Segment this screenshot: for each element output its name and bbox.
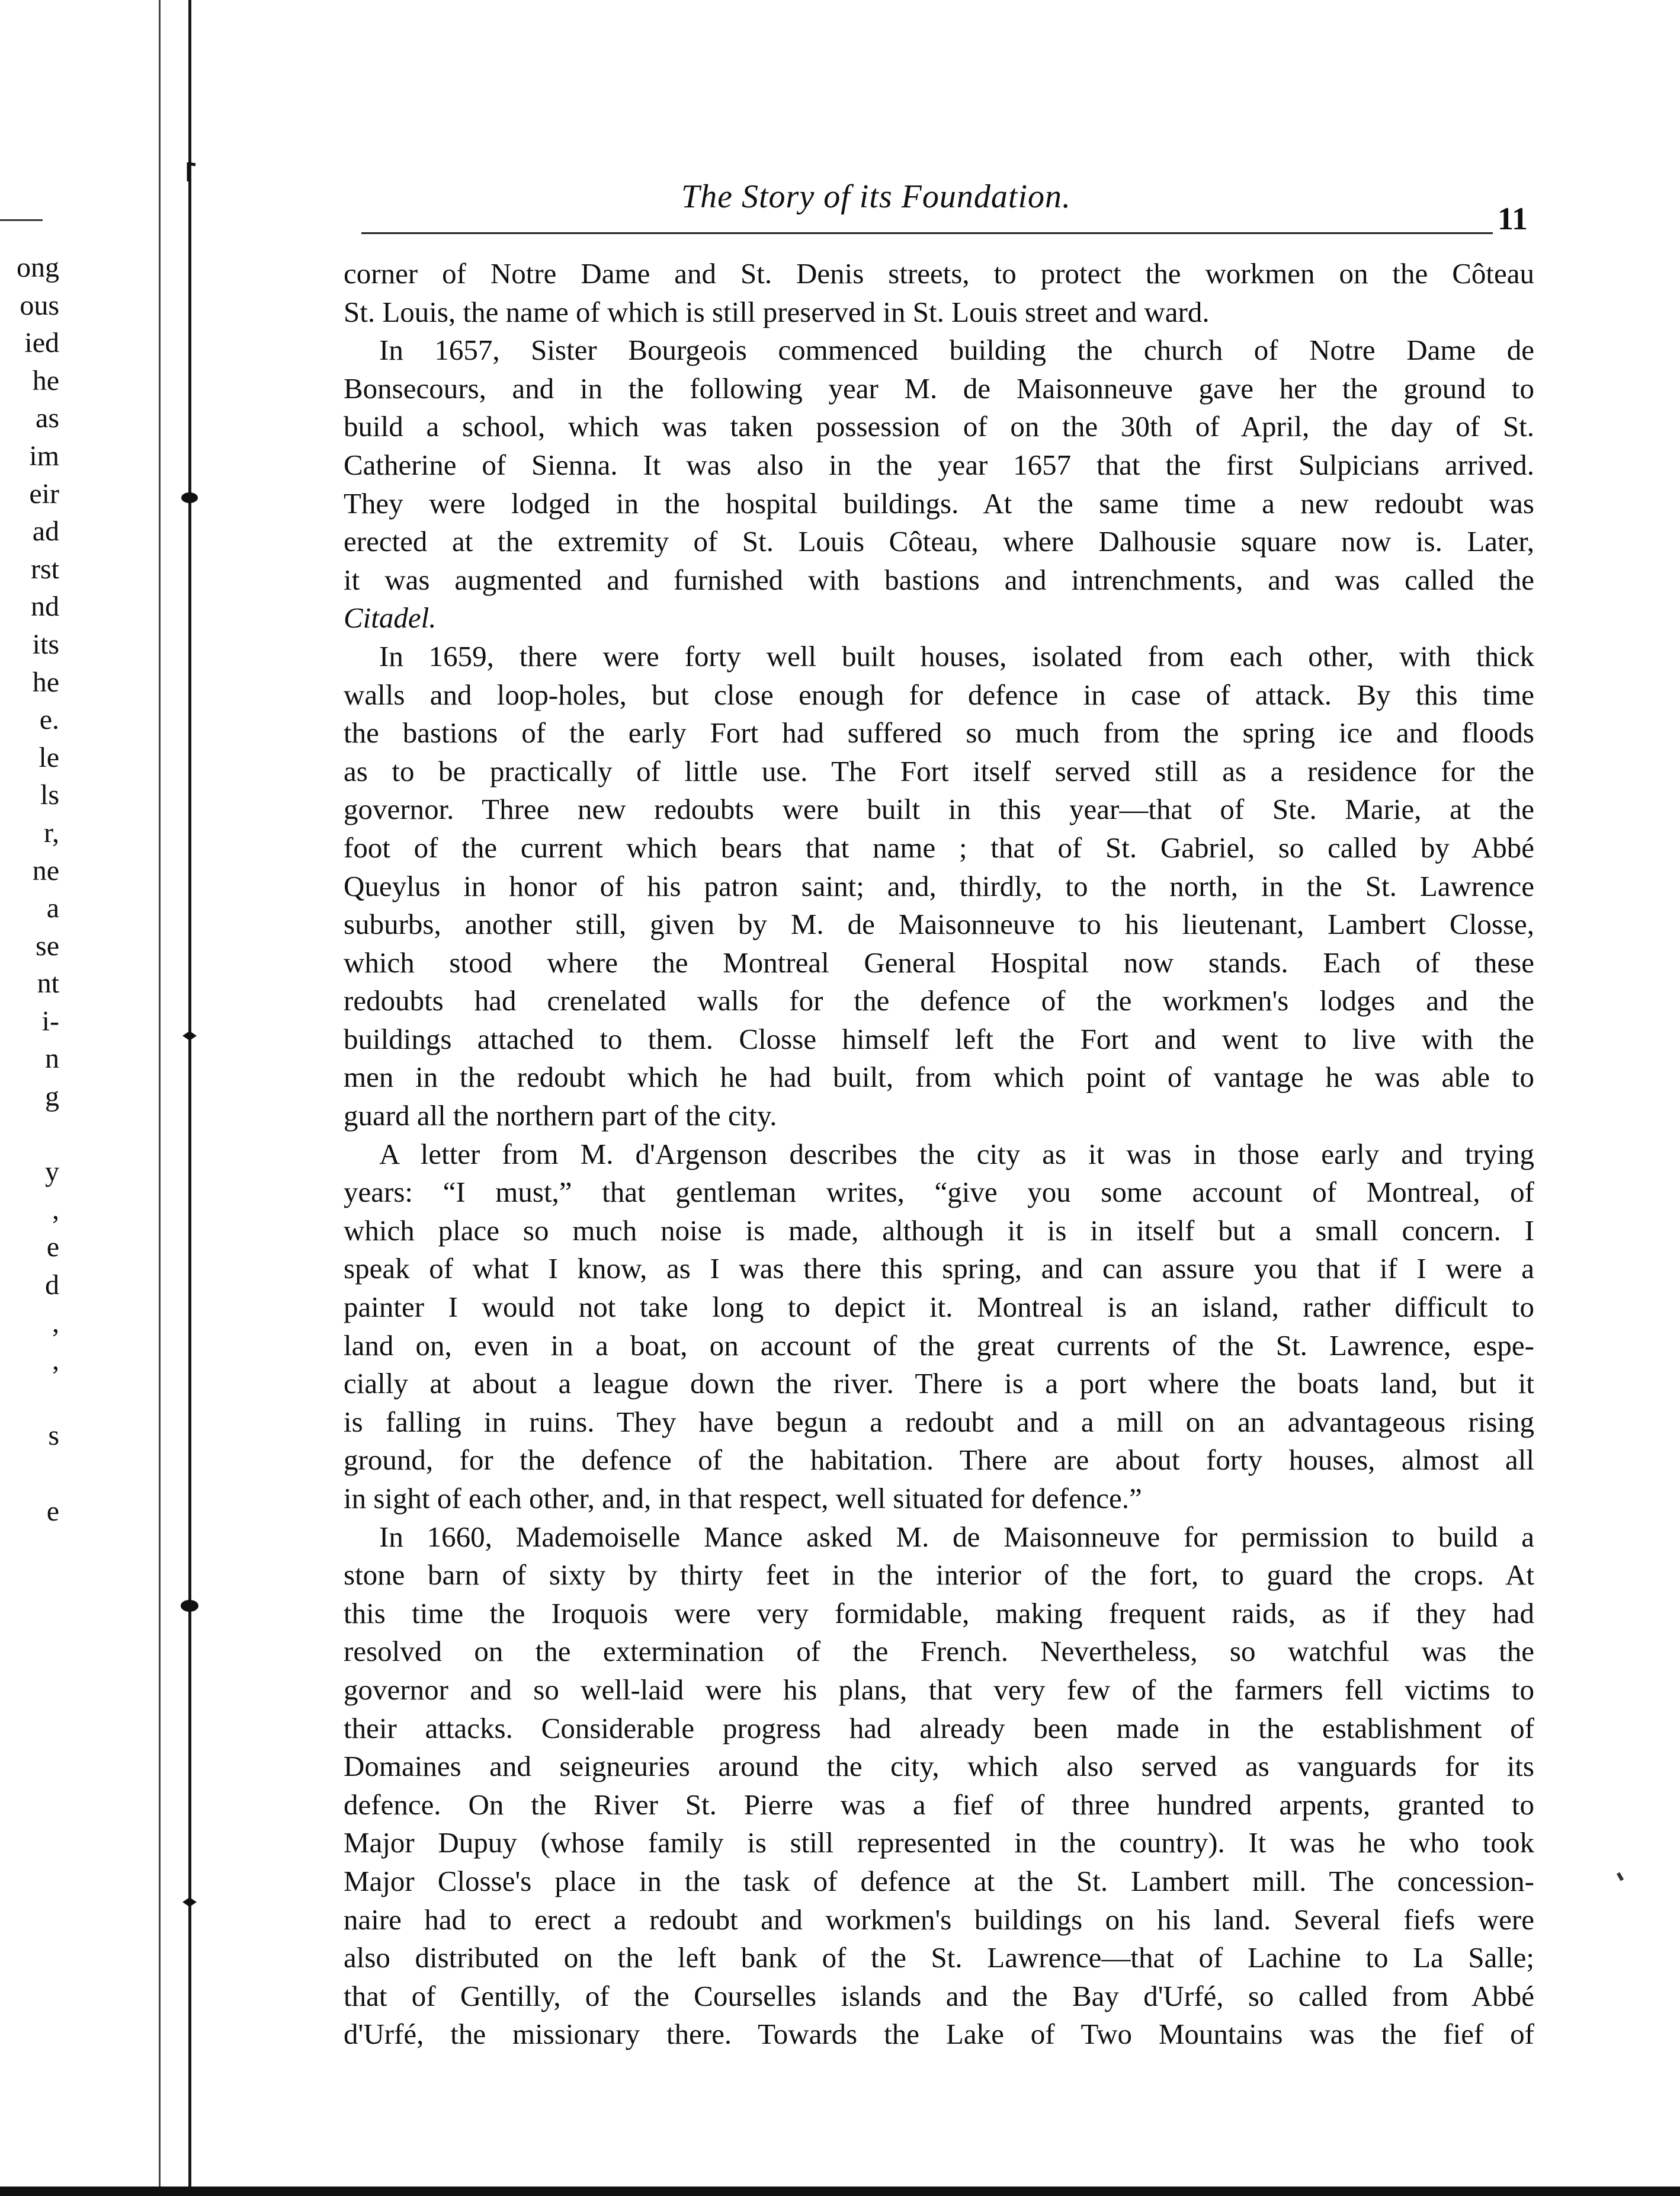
binding-line	[188, 0, 191, 2196]
text-line: They were lodged in the hospital buildings. At the same time a new redoubt was	[344, 486, 1534, 520]
text-line: which stood where the Montreal General Hospital now stands. Each of these	[344, 946, 1534, 979]
text-line: d'Urfé, the missionary there. Towards the Lake of Two Mountains was the fief of	[344, 2018, 1534, 2051]
left-page-fragment: g	[45, 1081, 59, 1113]
left-page-fragment: ous	[20, 289, 59, 321]
text-line: ground, for the defence of the habitation. There are about forty houses, almost all	[344, 1443, 1534, 1477]
text-line: Major Closse's place in the task of defence at the St. Lambert mill. The concession-	[344, 1864, 1534, 1897]
text-line: men in the redoubt which he had built, from which point of vantage he was able to	[344, 1061, 1534, 1094]
text-line: painter I would not take long to depict it. Montreal is an island, rather difficult to	[344, 1291, 1534, 1324]
left-page-fragment: ied	[24, 327, 59, 359]
text-line: also distributed on the left bank of the St. Lawrence—that of Lachine to La Salle;	[344, 1941, 1534, 1974]
text-line: In 1660, Mademoiselle Mance asked M. de Maisonneuve for permission to build a	[379, 1520, 1534, 1553]
text-line: Queylus in honor of his patron saint; and, thirdly, to the north, in the St. Lawrence	[344, 869, 1534, 902]
left-page-fragment: i-	[41, 1005, 59, 1037]
left-page-rule	[0, 219, 43, 221]
text-line: the bastions of the early Fort had suffered so much from the spring ice and floods	[344, 716, 1534, 750]
left-page-fragment: ,	[52, 1345, 59, 1376]
text-line: corner of Notre Dame and St. Denis streets, to protect the workmen on the Côteau	[344, 257, 1534, 290]
text-line: Major Dupuy (whose family is still represented in the country). It was he who took	[344, 1826, 1534, 1859]
text-line: is falling in ruins. They have begun a redoubt and a mill on an advantageous rising	[344, 1405, 1534, 1438]
text-line: foot of the current which bears that name ; that of St. Gabriel, so called by Abbé	[344, 831, 1534, 864]
body-text	[344, 255, 1534, 2054]
text-line: it was augmented and furnished with bastions and intrenchments, and was called the	[344, 563, 1534, 596]
left-page-fragments	[0, 249, 83, 1530]
left-page-fragment: y	[45, 1156, 59, 1188]
text-line: erected at the extremity of St. Louis Côteau, where Dalhousie square now is. Later,	[344, 525, 1534, 558]
left-page-fragment: n	[45, 1043, 59, 1075]
left-page-fragment: ne	[32, 854, 59, 886]
binding-dot-mark	[178, 1025, 201, 1049]
left-page-fragment: e.	[39, 704, 59, 736]
text-line: buildings attached to them. Closse himself left the Fort and went to live with the	[344, 1022, 1534, 1055]
text-line: as to be practically of little use. The Fort itself served still as a residence for the	[344, 754, 1534, 788]
left-page-fragment: he	[32, 666, 59, 698]
text-line: In 1659, there were forty well built houses, isolated from each other, with thick	[379, 639, 1534, 673]
text-line: in sight of each other, and, in that respect, well situated for defence.”	[344, 1482, 1142, 1515]
left-page-fragment	[0, 1455, 83, 1493]
page-bottom-edge	[0, 2187, 1680, 2196]
text-line: their attacks. Considerable progress had already been made in the establishment of	[344, 1711, 1534, 1744]
left-page-fragment: nd	[31, 591, 59, 623]
left-page-fragment: its	[32, 628, 59, 660]
binding-dot-mark	[178, 1594, 201, 1618]
left-page-fragment: rst	[31, 553, 59, 585]
left-page-fragment: im	[29, 440, 59, 472]
binding-shadow-line	[159, 0, 161, 2196]
left-page-fragment: ad	[32, 516, 59, 548]
text-line: Catherine of Sienna. It was also in the year 1657 that the first Sulpicians arrived.	[344, 448, 1534, 481]
left-page-fragment: ong	[17, 252, 59, 283]
header-rule	[361, 232, 1493, 234]
left-page-fragment: se	[36, 930, 59, 962]
left-page-fragment: le	[39, 741, 59, 773]
text-line: build a school, which was taken possession of on the 30th of April, the day of St.	[344, 410, 1534, 443]
binding-dot-mark	[178, 486, 201, 510]
text-line: St. Louis, the name of which is still preserved in St. Louis street and ward.	[344, 295, 1210, 328]
left-page-fragment: e	[46, 1231, 59, 1263]
text-line: walls and loop-holes, but close enough for defence in case of attack. By this time	[344, 678, 1534, 711]
left-page-fragment: a	[46, 892, 59, 924]
left-page-fragment: ,	[52, 1193, 59, 1225]
text-line: speak of what I know, as I was there this spring, and can assure you that if I were a	[344, 1252, 1534, 1285]
left-page-fragment: s	[48, 1420, 59, 1452]
left-page-fragment: nt	[37, 968, 59, 1000]
left-page-fragment: ls	[40, 779, 59, 811]
text-line: that of Gentilly, of the Courselles islands and the Bay d'Urfé, so called from Abbé	[344, 1979, 1534, 2012]
text-line: cially at about a league down the river. There is a port where the boats land, but it	[344, 1367, 1534, 1400]
left-page-fragment	[0, 1116, 83, 1154]
text-line: this time the Iroquois were very formidable, making frequent raids, as if they had	[344, 1596, 1534, 1630]
left-page-fragment: r,	[43, 817, 59, 849]
text-line: defence. On the River St. Pierre was a fief of three hundred arpents, granted to	[344, 1788, 1534, 1821]
text-line: redoubts had crenelated walls for the defence of the workmen's lodges and the	[344, 984, 1534, 1017]
binding-dot-mark	[178, 1890, 201, 1914]
text-line: Bonsecours, and in the following year M. de Maisonneuve gave her the ground to	[344, 372, 1534, 405]
text-line: resolved on the extermination of the French. Nevertheless, so watchful was the	[344, 1635, 1534, 1668]
binding-tick-mark	[178, 160, 201, 184]
text-line: which place so much noise is made, although it is in itself but a small concern. I	[344, 1214, 1534, 1247]
text-line: years: “I must,” that gentleman writes, “give you some account of Montreal, of	[344, 1176, 1534, 1209]
running-head: The Story of its Foundation.	[681, 178, 1071, 215]
text-line: governor. Three new redoubts were built in this year—that of Ste. Marie, at the	[344, 793, 1534, 826]
text-line: governor and so well-laid were his plans, that very few of the farmers fell victims to	[344, 1673, 1534, 1706]
text-line: Domaines and seigneuries around the city, which also served as vanguards for its	[344, 1750, 1534, 1783]
page-number: 11	[1498, 201, 1528, 236]
left-page-fragment: d	[45, 1269, 59, 1301]
text-line: suburbs, another still, given by M. de Maisonneuve to his lieutenant, Lambert Closse,	[344, 908, 1534, 941]
left-page-fragment: he	[32, 364, 59, 396]
left-page-fragment: as	[36, 402, 59, 434]
text-line: land on, even in a boat, on account of the great currents of the St. Lawrence, espe-	[344, 1329, 1534, 1362]
text-line: stone barn of sixty by thirty feet in the interior of the fort, to guard the crops. At	[344, 1558, 1534, 1592]
text-line: guard all the northern part of the city.	[344, 1099, 777, 1132]
left-page-fragment	[0, 1379, 83, 1417]
text-line: A letter from M. d'Argenson describes the city as it was in those early and trying	[379, 1137, 1534, 1170]
left-page-fragment: eir	[29, 478, 59, 510]
left-page-fragment: e	[46, 1495, 59, 1527]
text-line: naire had to erect a redoubt and workmen's buildings on his land. Several fiefs were	[344, 1903, 1534, 1936]
left-page-fragment: ,	[52, 1307, 59, 1339]
text-line: Citadel.	[344, 601, 437, 635]
text-line: In 1657, Sister Bourgeois commenced building the church of Notre Dame de	[379, 334, 1534, 367]
